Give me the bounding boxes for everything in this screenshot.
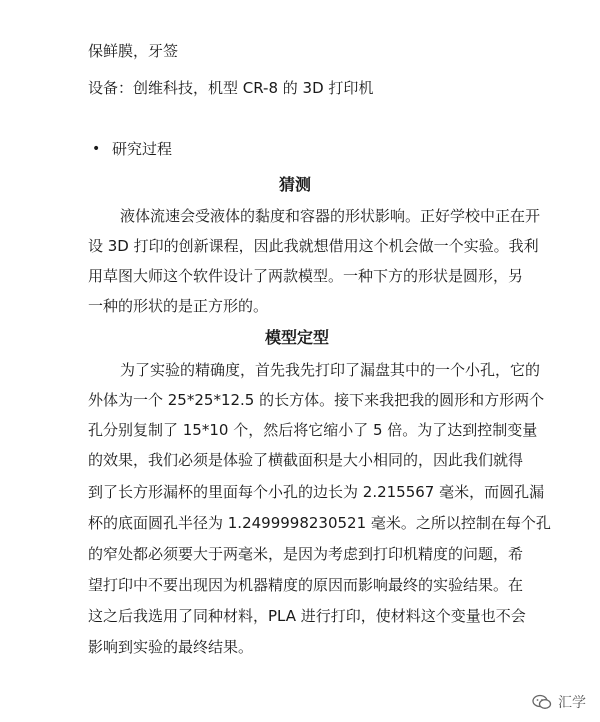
watermark-text: 汇学 (558, 695, 586, 711)
model-line-4: 的效果，我们必须是体验了横截面积是大小相同的，因此我们就得 (88, 451, 524, 469)
model-line-5: 到了长方形漏杯的里面每个小孔的边长为 2.215567 毫米，而圆孔漏 (88, 483, 545, 501)
guess-line-4: 一种的形状的是正方形的。 (88, 297, 269, 315)
section-bullet: • (92, 141, 101, 157)
guess-heading: 猜测 (279, 175, 312, 194)
model-line-3: 孔分别复制了 15*10 个，然后将它缩小了 5 倍。为了达到控制变量 (88, 421, 538, 439)
model-line-8: 望打印中不要出现因为机器精度的原因而影响最终的实验结果。在 (88, 576, 524, 594)
section-title: 研究过程 (112, 140, 173, 158)
materials-line: 保鲜膜，牙签 (88, 42, 179, 60)
model-line-7: 的窄处都必须要大于两毫米，是因为考虑到打印机精度的问题，希 (88, 545, 524, 563)
wechat-icon (532, 694, 552, 710)
watermark (532, 692, 586, 712)
guess-line-3: 用草图大师这个软件设计了两款模型。一种下方的形状是圆形，另 (88, 267, 524, 285)
equipment-line: 设备：创维科技，机型 CR-8 的 3D 打印机 (88, 79, 374, 97)
model-line-6: 杯的底面圆孔半径为 1.2499998230521 毫米。之所以控制在每个孔 (88, 514, 551, 532)
model-line-2: 外体为一个 25*25*12.5 的长方体。接下来我把我的圆形和方形两个 (88, 391, 545, 409)
model-line-1: 为了实验的精确度，首先我先打印了漏盘其中的一个小孔，它的 (120, 361, 541, 379)
guess-line-2: 设 3D 打印的创新课程，因此我就想借用这个机会做一个实验。我利 (88, 237, 539, 255)
model-line-9: 这之后我选用了同种材料，PLA 进行打印，使材料这个变量也不会 (88, 607, 526, 625)
model-line-10: 影响到实验的最终结果。 (88, 638, 254, 656)
model-heading: 模型定型 (265, 328, 330, 347)
guess-line-1: 液体流速会受液体的黏度和容器的形状影响。正好学校中正在开 (120, 207, 541, 225)
